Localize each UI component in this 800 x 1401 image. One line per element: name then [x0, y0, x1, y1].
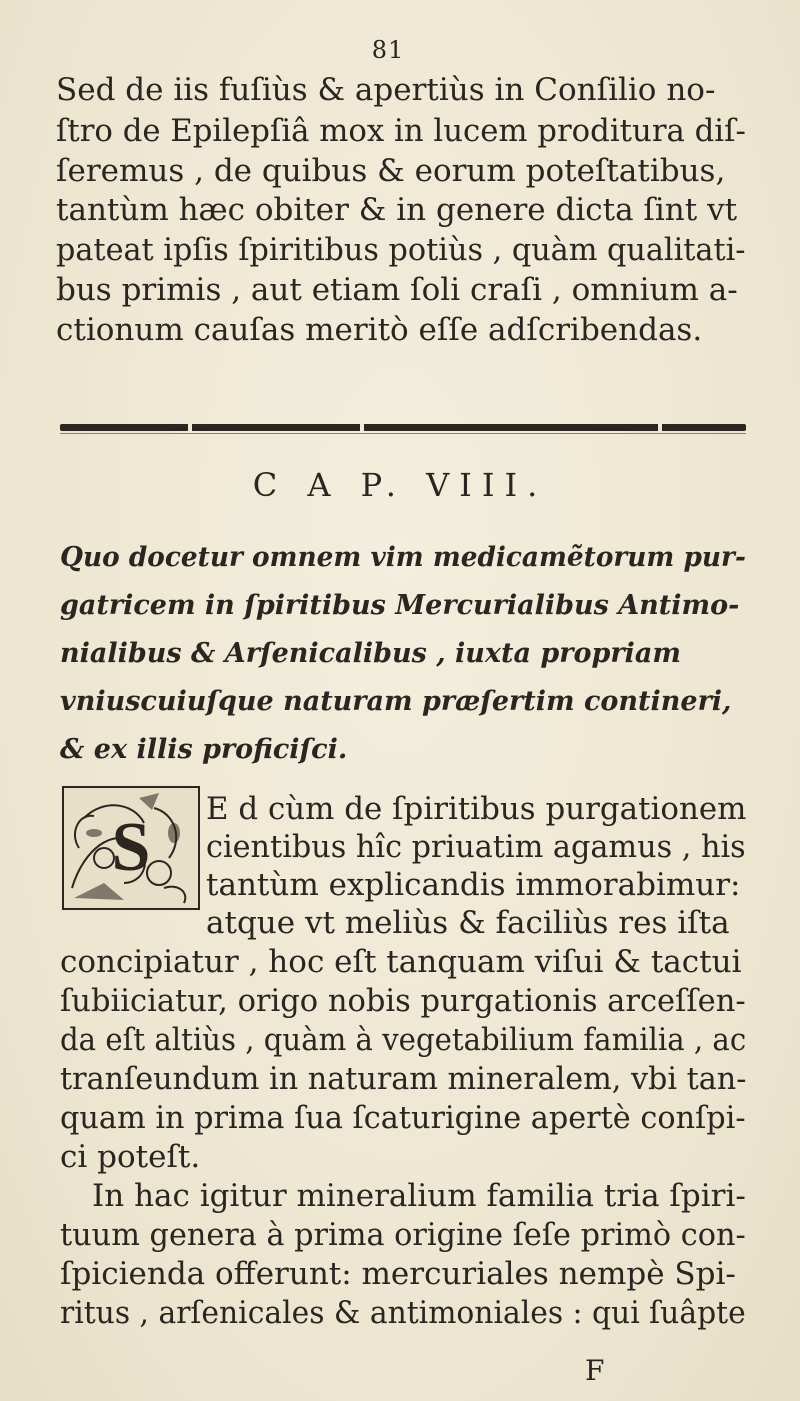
body-line: tranſeundum in naturam mineralem, vbi tan- [60, 1061, 747, 1097]
floral-ornament-icon [64, 788, 198, 908]
intro-line: Sed de iis fuſiùs & apertiùs in Conſilio no- [56, 72, 716, 108]
decorated-initial [62, 786, 200, 910]
chapter-summary-line: gatricem in ſpiritibus Mercurialibus Antimo- [60, 590, 740, 621]
chapter-summary-line: vniuscuiuſque naturam præſertim contineri, [60, 686, 732, 717]
intro-line: pateat ipſis ſpiritibus potiùs , quàm qualitati- [56, 232, 746, 268]
page-number: 81 [371, 36, 405, 64]
body-line: quam in prima ſua ſcaturigine apertè conſpi- [60, 1100, 746, 1136]
intro-line: tantùm hæc obiter & in genere dicta ſint vt [56, 192, 738, 228]
chapter-summary-line: nialibus & Arſenicalibus , iuxta propriam [60, 638, 681, 669]
body-line: ritus , arſenicales & antimoniales : qui ſuâpte [60, 1295, 746, 1331]
body-line: ci poteſt. [60, 1139, 201, 1175]
body-line: da eſt altiùs , quàm à vegetabilium familia , ac [60, 1022, 747, 1058]
body-line: cientibus hîc priuatim agamus , his [206, 829, 746, 865]
body-line: tantùm explicandis immorabimur: [206, 867, 741, 903]
chapter-summary-line: & ex illis proficiſci. [60, 734, 348, 765]
chapter-summary-line: Quo docetur omnem vim medicamẽtorum pur- [60, 542, 746, 573]
section-divider-rule [60, 424, 746, 431]
intro-line: ctionum cauſas meritò eſſe adſcribendas. [56, 312, 703, 348]
intro-line: ſtro de Epilepſiâ mox in lucem proditura diſ- [56, 113, 746, 149]
initial-letter: S [111, 809, 151, 886]
body-line: ſpicienda offerunt: mercuriales nempè Spi- [60, 1256, 736, 1292]
body-line: E d cùm de ſpiritibus purgationem [206, 791, 747, 827]
body-line: tuum genera à prima origine ſeſe primò con- [60, 1217, 746, 1253]
body-line: atque vt meliùs & faciliùs res iſta [206, 905, 730, 941]
body-line: concipiatur , hoc eſt tanquam viſui & tactui [60, 944, 742, 980]
intro-line: ſeremus , de quibus & eorum poteſtatibus, [56, 153, 726, 189]
intro-line: bus primis , aut etiam ſoli craſi , omnium a- [56, 272, 738, 308]
catchword: F [585, 1354, 605, 1387]
chapter-heading: C A P. VIII. [252, 466, 548, 504]
section-divider-hairline [60, 433, 746, 434]
body-line: In hac igitur mineralium familia tria ſpiri- [92, 1178, 746, 1214]
body-line: ſubiiciatur, origo nobis purgationis arceſſen- [60, 983, 746, 1019]
